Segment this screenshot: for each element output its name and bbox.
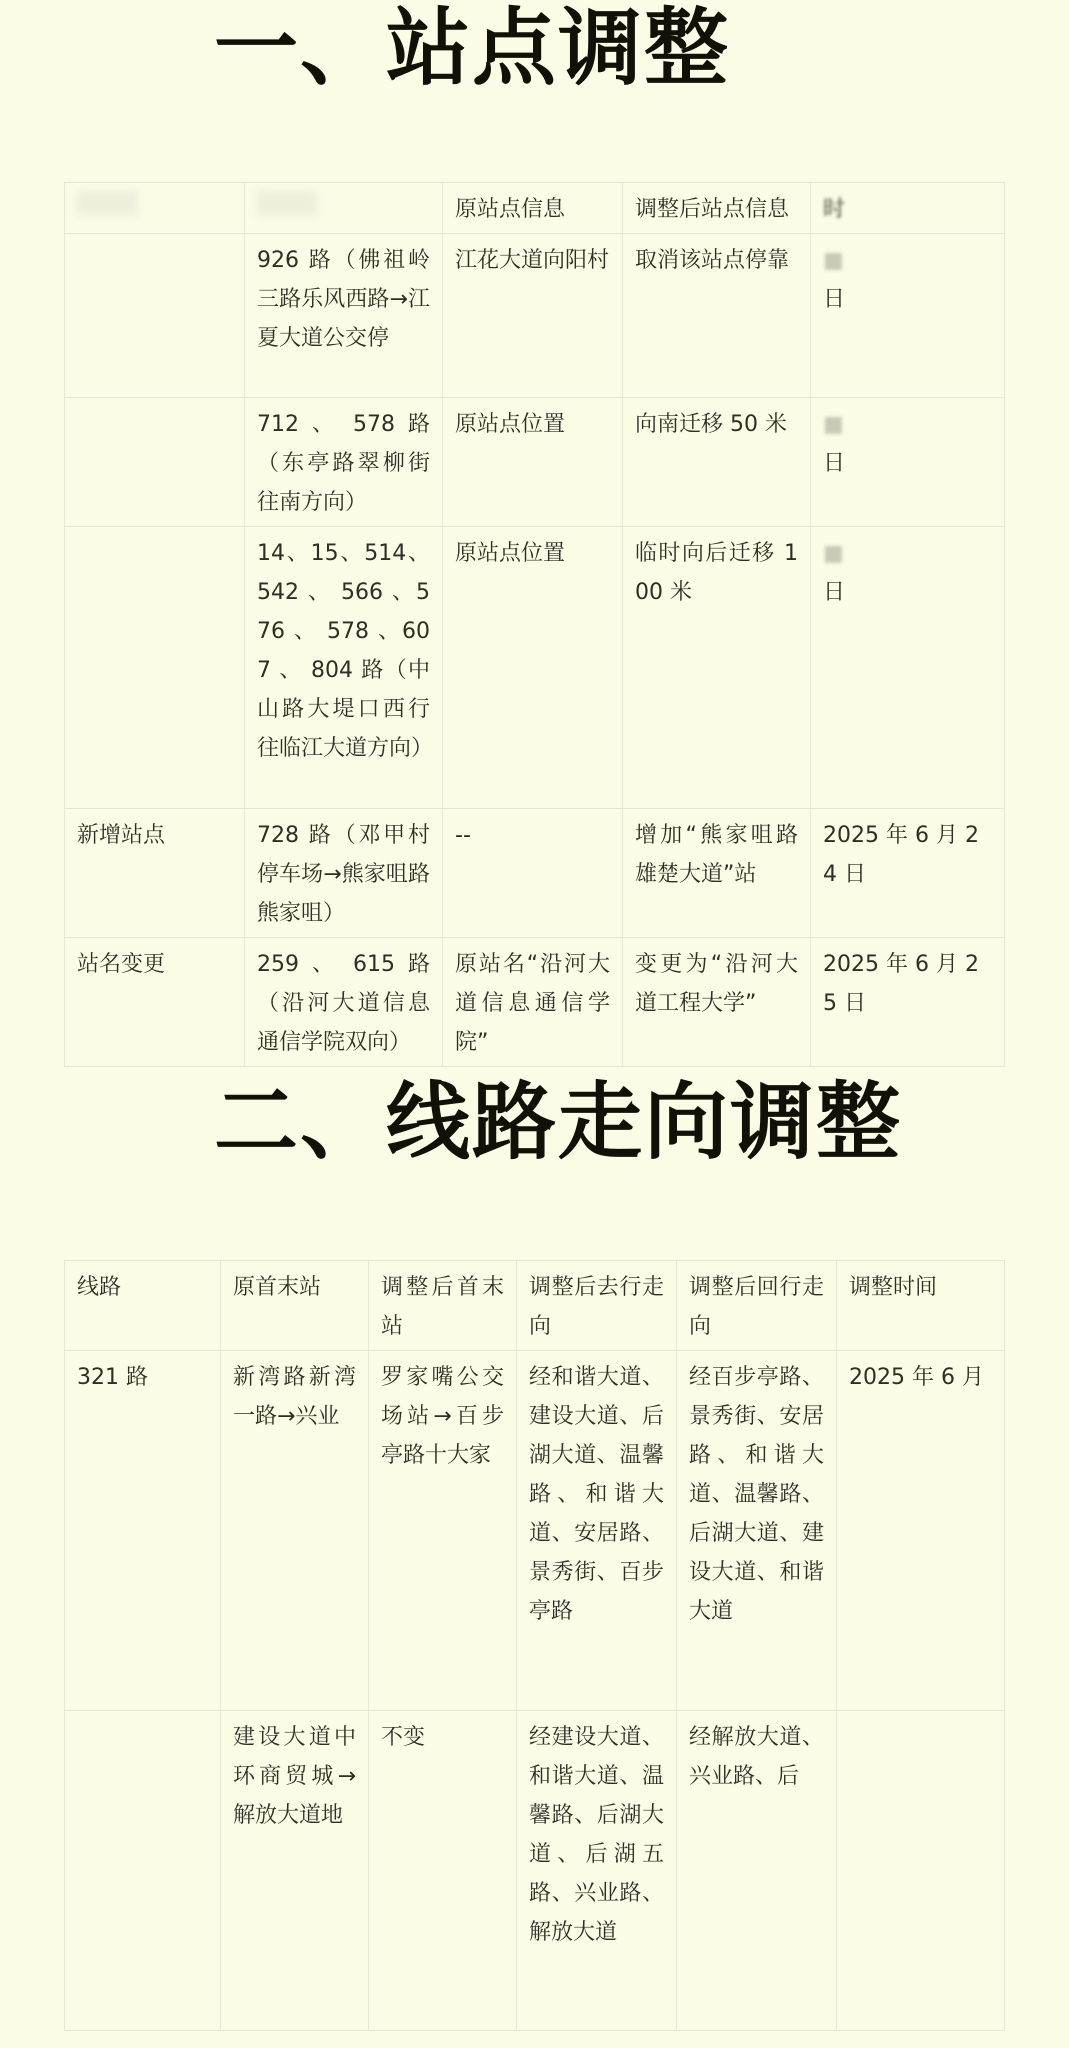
route-adjustment-table xyxy=(64,1260,1005,2031)
adjusted-terminals-cell: 罗家嘴公交场站→百步亭路十大家 xyxy=(369,1351,517,1711)
header-adjusted-station: 调整后站点信息 xyxy=(623,183,811,234)
header-original-terminals: 原首末站 xyxy=(221,1261,369,1351)
header-time: 调整时间 xyxy=(837,1261,1005,1351)
station-adjustment-table xyxy=(64,182,1005,1067)
type-cell: 新增站点 xyxy=(65,809,245,938)
section2-title: 二、线路走向调整 xyxy=(214,1073,903,1171)
adjusted-cell: 取消该站点停靠 xyxy=(623,234,811,398)
line-cell-blurred xyxy=(65,1711,221,2031)
header-adjusted-outbound: 调整后去行走向 xyxy=(517,1261,677,1351)
original-cell: -- xyxy=(443,809,623,938)
table-row xyxy=(65,1351,1005,1711)
type-cell-blurred xyxy=(65,234,245,398)
original-cell: 江花大道向阳村 xyxy=(443,234,623,398)
table-row xyxy=(65,938,1005,1067)
line-cell: 926 路（佛祖岭三路乐风西路→江夏大道公交停 xyxy=(245,234,443,398)
original-terminals-cell: 建设大道中环商贸城→解放大道地 xyxy=(221,1711,369,2031)
header-time-fragment: 时 xyxy=(811,183,1005,234)
original-cell: 原站点位置 xyxy=(443,527,623,809)
header-adjusted-return: 调整后回行走向 xyxy=(677,1261,837,1351)
table-row xyxy=(65,234,1005,398)
original-cell: 原站点位置 xyxy=(443,398,623,527)
header-original-station: 原站点信息 xyxy=(443,183,623,234)
time-cell: ■ 日 xyxy=(811,527,1005,809)
table-header-row xyxy=(65,183,1005,234)
table-row xyxy=(65,809,1005,938)
time-cell: 2025 年 6 月 24 日 xyxy=(811,809,1005,938)
table-header-row xyxy=(65,1261,1005,1351)
header-cell-blurred xyxy=(245,183,443,234)
line-cell: 321 路 xyxy=(65,1351,221,1711)
adjusted-cell: 增加“熊家咀路雄楚大道”站 xyxy=(623,809,811,938)
adjusted-outbound-cell: 经建设大道、和谐大道、温馨路、后湖大道、后湖五路、兴业路、解放大道 xyxy=(517,1711,677,2031)
header-cell-blurred xyxy=(65,183,245,234)
original-terminals-cell: 新湾路新湾一路→兴业 xyxy=(221,1351,369,1711)
adjusted-terminals-cell: 不变 xyxy=(369,1711,517,2031)
table-row xyxy=(65,527,1005,809)
line-cell: 728 路（邓甲村停车场→熊家咀路熊家咀） xyxy=(245,809,443,938)
time-cell: 2025 年 6 月 xyxy=(837,1351,1005,1711)
adjusted-cell: 向南迁移 50 米 xyxy=(623,398,811,527)
adjusted-return-cell: 经百步亭路、景秀街、安居路、和谐大道、温馨路、后湖大道、建设大道、和谐大道 xyxy=(677,1351,837,1711)
line-cell: 712 、 578 路（东亭路翠柳街往南方向） xyxy=(245,398,443,527)
line-cell: 259 、 615 路（沿河大道信息通信学院双向） xyxy=(245,938,443,1067)
time-cell: ■ 日 xyxy=(811,234,1005,398)
table-row xyxy=(65,398,1005,527)
table-row xyxy=(65,1711,1005,2031)
header-line: 线路 xyxy=(65,1261,221,1351)
adjusted-cell: 临时向后迁移 100 米 xyxy=(623,527,811,809)
type-cell-blurred xyxy=(65,527,245,809)
line-cell: 14、15、514、542 、 566 、576 、 578 、607 、 804 路（中山路大堤口西行往临江大道方向） xyxy=(245,527,443,809)
time-cell-empty xyxy=(837,1711,1005,2031)
section1-title: 一、站点调整 xyxy=(214,0,731,97)
adjusted-outbound-cell: 经和谐大道、建设大道、后湖大道、温馨路、和谐大道、安居路、景秀街、百步亭路 xyxy=(517,1351,677,1711)
header-adjusted-terminals: 调整后首末站 xyxy=(369,1261,517,1351)
type-cell: 站名变更 xyxy=(65,938,245,1067)
type-cell-blurred xyxy=(65,398,245,527)
time-cell: 2025 年 6 月 25 日 xyxy=(811,938,1005,1067)
adjusted-cell: 变更为“沿河大道工程大学” xyxy=(623,938,811,1067)
adjusted-return-cell: 经解放大道、兴业路、后 xyxy=(677,1711,837,2031)
time-cell: ■ 日 xyxy=(811,398,1005,527)
original-cell: 原站名“沿河大道信息通信学院” xyxy=(443,938,623,1067)
